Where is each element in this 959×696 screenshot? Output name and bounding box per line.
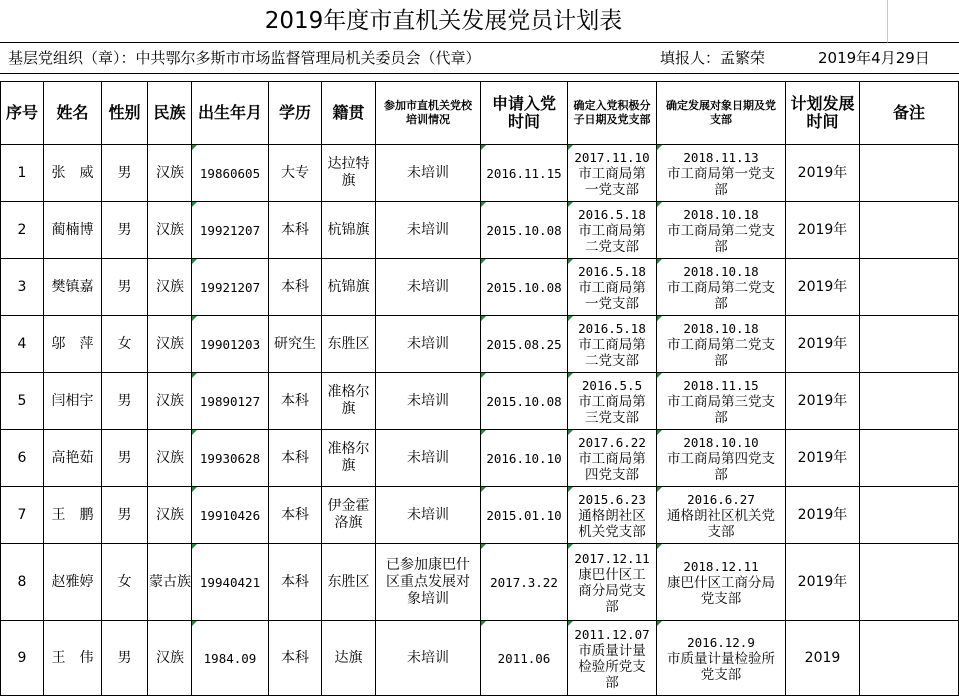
table-row	[1, 145, 959, 202]
cell-no[interactable]: 2	[1, 202, 44, 259]
cell-birth[interactable]: 19940421	[192, 544, 269, 621]
cell-native[interactable]	[322, 487, 376, 544]
cell-no[interactable]: 6	[1, 430, 44, 487]
native-text: 杭锦旗	[327, 221, 370, 238]
activist-branch: 市工商局第三党支部	[578, 393, 646, 426]
cell-ethnicity[interactable]	[148, 202, 192, 259]
cell-plan[interactable]: 2019年	[786, 487, 860, 544]
native-text: 东胜区	[327, 573, 370, 590]
empty-cell[interactable]	[887, 0, 959, 43]
cell-training[interactable]	[376, 487, 481, 544]
cell-activist[interactable]	[568, 316, 657, 373]
party-org-label: 基层党组织（章）：中共鄂尔多斯市市场监督管理局机关委员会（代章）	[8, 49, 481, 67]
training-text: 未培训	[407, 506, 449, 523]
target-branch: 市工商局第四党支部	[667, 450, 775, 483]
cell-note[interactable]	[860, 145, 959, 202]
training-text: 未培训	[407, 649, 449, 666]
target-date: 2018.10.10	[683, 434, 759, 450]
cell-plan[interactable]: 2019年	[786, 259, 860, 316]
filler-label: 填报人：孟繁荣	[660, 49, 766, 67]
cell-gender[interactable]: 男	[102, 487, 148, 544]
cell-native[interactable]	[322, 373, 376, 430]
ethnicity-text: 汉族	[156, 335, 184, 352]
activist-date: 2017.11.10	[574, 149, 650, 165]
cell-no[interactable]: 5	[1, 373, 44, 430]
header-cell[interactable]: 性别	[102, 82, 148, 145]
cell-native[interactable]	[322, 621, 376, 696]
header-cell[interactable]: 出生年月	[192, 82, 269, 145]
cell-no[interactable]: 8	[1, 544, 44, 621]
header-cell[interactable]: 申请入党时间	[481, 82, 568, 145]
cell-target[interactable]	[657, 373, 786, 430]
table-row	[1, 373, 959, 430]
activist-date: 2016.5.18	[578, 263, 646, 279]
header-cell[interactable]: 确定发展对象日期及党支部	[657, 82, 786, 145]
training-text: 未培训	[407, 221, 449, 238]
cell-activist[interactable]	[568, 621, 657, 696]
cell-note[interactable]	[860, 316, 959, 373]
cell-ethnicity[interactable]	[148, 621, 192, 696]
cell-plan[interactable]: 2019年	[786, 145, 860, 202]
native-text: 杭锦旗	[327, 278, 370, 295]
activist-branch: 市质量计量检验所党支部	[578, 642, 646, 691]
cell-education[interactable]: 本科	[269, 544, 322, 621]
cell-training[interactable]	[376, 373, 481, 430]
cell-education[interactable]: 本科	[269, 487, 322, 544]
cell-name[interactable]: 高艳茹	[44, 430, 102, 487]
cell-native[interactable]	[322, 202, 376, 259]
cell-name[interactable]: 蔺楠博	[44, 202, 102, 259]
cell-training[interactable]	[376, 621, 481, 696]
cell-name[interactable]: 闫相宇	[44, 373, 102, 430]
activist-branch: 市工商局第二党支部	[578, 336, 646, 369]
native-text: 准格尔旗	[327, 441, 370, 474]
header-cell[interactable]: 备注	[860, 82, 959, 145]
activist-branch: 市工商局第一党支部	[578, 279, 646, 312]
ethnicity-text: 汉族	[156, 278, 184, 295]
header-cell[interactable]: 序号	[1, 82, 44, 145]
header-row	[1, 82, 959, 145]
cell-education[interactable]: 本科	[269, 259, 322, 316]
table-row	[1, 621, 959, 696]
activist-date: 2017.6.22	[578, 434, 646, 450]
training-text: 未培训	[407, 335, 449, 352]
header-cell[interactable]: 参加市直机关党校培训情况	[376, 82, 481, 145]
cell-education[interactable]: 研究生	[269, 316, 322, 373]
header-cell[interactable]: 计划发展时间	[786, 82, 860, 145]
target-branch: 市工商局第一党支部	[667, 165, 775, 198]
cell-birth[interactable]: 1984.09	[192, 621, 269, 696]
cell-birth[interactable]: 19890127	[192, 373, 269, 430]
cell-name[interactable]: 邬 萍	[44, 316, 102, 373]
header-cell[interactable]: 学历	[269, 82, 322, 145]
cell-no[interactable]: 3	[1, 259, 44, 316]
cell-apply[interactable]: 2015.08.25	[481, 316, 568, 373]
target-date: 2018.10.18	[683, 263, 759, 279]
cell-note[interactable]	[860, 373, 959, 430]
cell-training[interactable]	[376, 430, 481, 487]
activist-date: 2016.5.5	[581, 377, 643, 393]
native-text: 达旗	[334, 649, 363, 666]
cell-birth[interactable]: 19921207	[192, 259, 269, 316]
table-row	[1, 202, 959, 259]
cell-training[interactable]	[376, 544, 481, 621]
native-text: 准格尔旗	[327, 384, 370, 417]
activist-branch: 通格朗社区机关党支部	[578, 507, 646, 540]
cell-activist[interactable]	[568, 487, 657, 544]
activist-branch: 市工商局第四党支部	[578, 450, 646, 483]
activist-date: 2016.5.18	[578, 320, 646, 336]
cell-target[interactable]	[657, 487, 786, 544]
cell-apply[interactable]: 2011.06	[481, 621, 568, 696]
cell-target[interactable]	[657, 316, 786, 373]
cell-no[interactable]: 1	[1, 145, 44, 202]
native-text: 东胜区	[327, 335, 370, 352]
member-plan-table	[0, 81, 959, 696]
cell-plan[interactable]: 2019年	[786, 202, 860, 259]
target-branch: 市工商局第二党支部	[667, 222, 775, 255]
cell-ethnicity[interactable]	[148, 430, 192, 487]
cell-birth[interactable]: 19910426	[192, 487, 269, 544]
cell-education[interactable]: 本科	[269, 202, 322, 259]
cell-gender[interactable]: 男	[102, 259, 148, 316]
cell-birth[interactable]: 19930628	[192, 430, 269, 487]
target-date: 2018.10.18	[683, 206, 759, 222]
cell-birth[interactable]: 19860605	[192, 145, 269, 202]
ethnicity-text: 汉族	[156, 649, 184, 666]
cell-ethnicity[interactable]	[148, 259, 192, 316]
cell-gender[interactable]: 男	[102, 430, 148, 487]
cell-target[interactable]	[657, 259, 786, 316]
cell-education[interactable]: 本科	[269, 373, 322, 430]
cell-apply[interactable]: 2015.01.10	[481, 487, 568, 544]
info-row	[0, 43, 959, 74]
activist-date: 2011.12.07	[574, 626, 650, 642]
activist-branch: 市工商局第一党支部	[578, 165, 646, 198]
cell-activist[interactable]	[568, 373, 657, 430]
cell-education[interactable]: 本科	[269, 430, 322, 487]
cell-note[interactable]	[860, 621, 959, 696]
cell-activist[interactable]	[568, 259, 657, 316]
activist-date: 2017.12.11	[574, 550, 650, 566]
table-row	[1, 487, 959, 544]
target-branch: 康巴什区工商分局党支部	[667, 574, 775, 607]
cell-note[interactable]	[860, 202, 959, 259]
target-date: 2016.12.9	[687, 634, 755, 650]
header-cell[interactable]: 姓名	[44, 82, 102, 145]
cell-ethnicity[interactable]	[148, 487, 192, 544]
activist-branch: 康巴什区工商分局党支部	[578, 566, 646, 615]
cell-apply[interactable]: 2016.11.15	[481, 145, 568, 202]
cell-ethnicity[interactable]	[148, 145, 192, 202]
cell-native[interactable]	[322, 259, 376, 316]
ethnicity-text: 汉族	[156, 506, 184, 523]
activist-date: 2015.6.23	[578, 491, 646, 507]
cell-target[interactable]	[657, 621, 786, 696]
cell-no[interactable]: 7	[1, 487, 44, 544]
cell-name[interactable]: 张 威	[44, 145, 102, 202]
native-text: 伊金霍洛旗	[327, 498, 370, 531]
cell-plan[interactable]: 2019年	[786, 544, 860, 621]
cell-training[interactable]	[376, 145, 481, 202]
cell-training[interactable]	[376, 316, 481, 373]
target-date: 2016.6.27	[687, 491, 755, 507]
cell-ethnicity[interactable]	[148, 373, 192, 430]
training-text: 未培训	[407, 449, 449, 466]
cell-apply[interactable]: 2017.3.22	[481, 544, 568, 621]
cell-note[interactable]	[860, 544, 959, 621]
cell-name[interactable]: 赵雅婷	[44, 544, 102, 621]
cell-name[interactable]: 王 伟	[44, 621, 102, 696]
training-text: 未培训	[407, 278, 449, 295]
header-cell[interactable]: 民族	[148, 82, 192, 145]
cell-ethnicity[interactable]	[148, 544, 192, 621]
cell-apply[interactable]: 2015.10.08	[481, 202, 568, 259]
cell-plan[interactable]: 2019年	[786, 373, 860, 430]
target-date: 2018.12.11	[683, 558, 759, 574]
cell-gender[interactable]: 女	[102, 316, 148, 373]
cell-gender[interactable]: 男	[102, 621, 148, 696]
cell-name[interactable]: 王 鹏	[44, 487, 102, 544]
cell-note[interactable]	[860, 487, 959, 544]
cell-plan[interactable]: 2019	[786, 621, 860, 696]
target-branch: 市工商局第三党支部	[667, 393, 775, 426]
target-branch: 通格朗社区机关党支部	[667, 507, 775, 540]
training-text: 未培训	[407, 164, 449, 181]
cell-target[interactable]	[657, 430, 786, 487]
ethnicity-text: 汉族	[156, 221, 184, 238]
cell-target[interactable]	[657, 145, 786, 202]
cell-name[interactable]: 樊镇嘉	[44, 259, 102, 316]
target-branch: 市质量计量检验所党支部	[667, 650, 775, 683]
native-text: 达拉特旗	[327, 156, 370, 189]
cell-gender[interactable]: 男	[102, 202, 148, 259]
sheet-title: 2019年度市直机关发展党员计划表	[0, 0, 887, 43]
header-cell[interactable]: 籍贯	[322, 82, 376, 145]
activist-branch: 市工商局第二党支部	[578, 222, 646, 255]
activist-date: 2016.5.18	[578, 206, 646, 222]
cell-native[interactable]	[322, 145, 376, 202]
ethnicity-text: 汉族	[156, 164, 184, 181]
cell-plan[interactable]: 2019年	[786, 316, 860, 373]
table-row	[1, 430, 959, 487]
cell-ethnicity[interactable]	[148, 316, 192, 373]
cell-no[interactable]: 4	[1, 316, 44, 373]
cell-gender[interactable]: 男	[102, 373, 148, 430]
cell-target[interactable]	[657, 544, 786, 621]
target-date: 2018.10.18	[683, 320, 759, 336]
header-cell[interactable]: 确定入党积极分子日期及党支部	[568, 82, 657, 145]
cell-training[interactable]	[376, 202, 481, 259]
cell-gender[interactable]: 男	[102, 145, 148, 202]
training-text: 未培训	[407, 392, 449, 409]
cell-apply[interactable]: 2015.10.08	[481, 373, 568, 430]
cell-apply[interactable]: 2015.10.08	[481, 259, 568, 316]
cell-education[interactable]: 大专	[269, 145, 322, 202]
cell-plan[interactable]: 2019年	[786, 430, 860, 487]
cell-native[interactable]	[322, 544, 376, 621]
cell-education[interactable]: 本科	[269, 621, 322, 696]
cell-gender[interactable]: 女	[102, 544, 148, 621]
cell-birth[interactable]: 19921207	[192, 202, 269, 259]
cell-no[interactable]: 9	[1, 621, 44, 696]
fill-date: 2019年4月29日	[818, 49, 930, 67]
table-row	[1, 316, 959, 373]
table-row	[1, 259, 959, 316]
cell-activist[interactable]	[568, 202, 657, 259]
cell-activist[interactable]	[568, 145, 657, 202]
cell-apply[interactable]: 2016.10.10	[481, 430, 568, 487]
cell-target[interactable]	[657, 202, 786, 259]
cell-native[interactable]	[322, 430, 376, 487]
ethnicity-text: 汉族	[156, 392, 184, 409]
target-branch: 市工商局第二党支部	[667, 336, 775, 369]
cell-activist[interactable]	[568, 544, 657, 621]
cell-activist[interactable]	[568, 430, 657, 487]
cell-native[interactable]	[322, 316, 376, 373]
ethnicity-text: 汉族	[156, 449, 184, 466]
ethnicity-text: 蒙古族	[149, 573, 191, 590]
table-row	[1, 544, 959, 621]
target-date: 2018.11.15	[683, 377, 759, 393]
target-branch: 市工商局第二党支部	[667, 279, 775, 312]
cell-note[interactable]	[860, 259, 959, 316]
cell-training[interactable]	[376, 259, 481, 316]
cell-birth[interactable]: 19901203	[192, 316, 269, 373]
cell-note[interactable]	[860, 430, 959, 487]
target-date: 2018.11.13	[683, 149, 759, 165]
training-text: 已参加康巴什区重点发展对象培训	[386, 556, 470, 607]
